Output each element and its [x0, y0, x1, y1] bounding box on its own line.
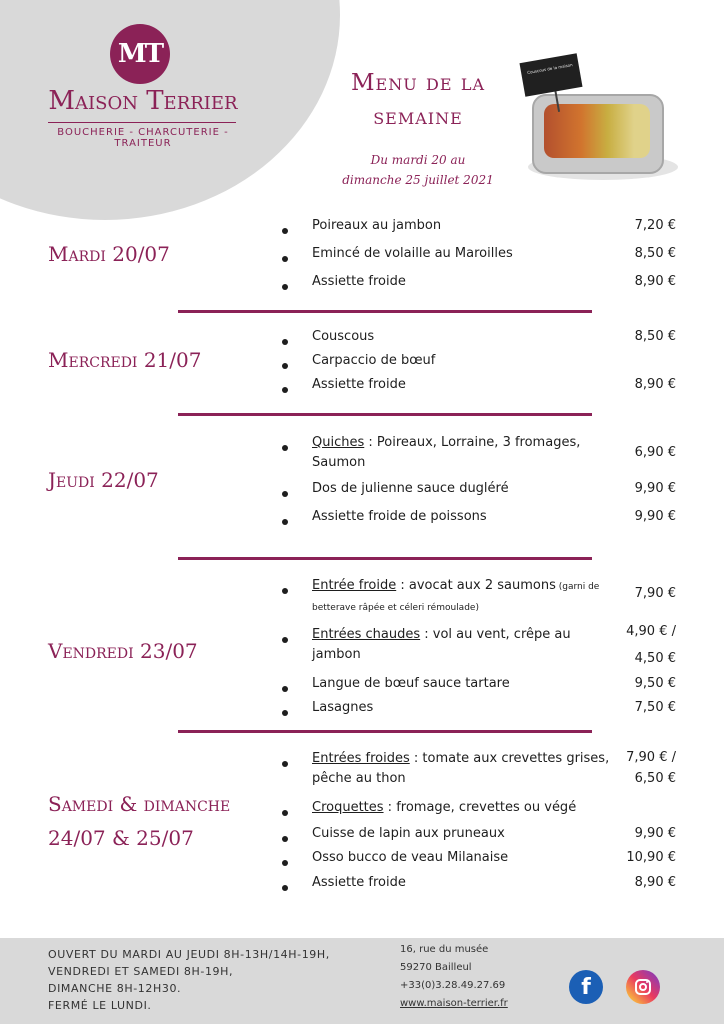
menu-item — [312, 749, 609, 789]
menu-item: Assiette froide — [312, 274, 406, 289]
item-category: Entrées froides — [312, 751, 410, 766]
item-detail: : fromage, crevettes ou végé — [383, 800, 577, 815]
bullet — [282, 445, 288, 451]
menu-item: Dos de julienne sauce dugléré — [312, 481, 509, 496]
menu-item — [312, 433, 580, 473]
menu-price: 6,90 € — [634, 445, 676, 460]
menu-item: Lasagnes — [312, 700, 374, 715]
item-detail: : vol au vent, crêpe au — [420, 627, 571, 642]
menu-price: 9,90 € — [634, 481, 676, 496]
item-category: Entrée froide — [312, 578, 397, 593]
item-category: Quiches — [312, 435, 365, 450]
item-detail: : tomate aux crevettes grises, — [409, 751, 610, 766]
menu-item — [312, 798, 576, 818]
menu-item: Couscous — [312, 329, 375, 344]
bullet — [282, 885, 288, 891]
menu-price-alt: 6,50 € — [634, 771, 676, 786]
item-note-line2: betterave râpée et céleri rémoulade) — [312, 603, 479, 613]
item-detail: : Poireaux, Lorraine, 3 fromages, — [364, 435, 581, 450]
bullet — [282, 519, 288, 525]
bullet — [282, 363, 288, 369]
day-separator — [178, 730, 592, 733]
item-detail: : avocat aux 2 saumons — [396, 578, 556, 593]
menu-item: Emincé de volaille au Maroilles — [312, 246, 513, 261]
menu-price: 7,20 € — [634, 218, 676, 233]
menu-title-line2: semaine — [373, 104, 463, 130]
menu-price: 9,90 € — [634, 509, 676, 524]
street-address: 16, rue du musée — [400, 944, 489, 955]
item-note: (garni de — [555, 582, 600, 592]
menu-dates-line1: Du mardi 20 au — [370, 153, 466, 167]
menu-dates — [318, 150, 518, 190]
menu-price: 8,90 € — [634, 875, 676, 890]
bullet — [282, 810, 288, 816]
menu-title-line1: Menu de la — [350, 70, 486, 96]
bullet — [282, 339, 288, 345]
menu-price-alt: 4,50 € — [634, 651, 676, 666]
chalkboard-sign: Couscous de la maison — [519, 53, 582, 97]
bullet — [282, 228, 288, 234]
bullet — [282, 836, 288, 842]
bullet — [282, 710, 288, 716]
menu-price: 7,90 € — [634, 586, 676, 601]
item-detail-line2: Saumon — [312, 455, 366, 470]
brand-tagline: BOUCHERIE - CHARCUTERIE - TRAITEUR — [57, 127, 229, 149]
logo-badge — [110, 24, 170, 84]
bullet — [282, 387, 288, 393]
item-category: Entrées chaudes — [312, 627, 421, 642]
menu-price: 4,90 € / — [626, 624, 676, 639]
bullet — [282, 256, 288, 262]
bullet — [282, 686, 288, 692]
menu-price: 9,90 € — [634, 826, 676, 841]
instagram-lens — [639, 983, 647, 991]
menu-item: Osso bucco de veau Milanaise — [312, 850, 509, 865]
menu-price: 8,90 € — [634, 274, 676, 289]
facebook-icon[interactable]: f — [569, 970, 603, 1004]
day-title-vendredi: Vendredi 23/07 — [48, 639, 198, 663]
bullet — [282, 761, 288, 767]
bullet — [282, 588, 288, 594]
brand-name: Maison Terrier — [48, 86, 238, 116]
instagram-dot — [646, 981, 648, 983]
menu-dates-line2: dimanche 25 juillet 2021 — [342, 173, 494, 187]
phone-number[interactable]: +33(0)3.28.49.27.69 — [400, 980, 506, 991]
menu-item: Cuisse de lapin aux pruneaux — [312, 826, 505, 841]
day-title-weekend-dates: 24/07 & 25/07 — [48, 826, 194, 850]
brand-divider — [48, 122, 236, 123]
menu-item: Assiette froide — [312, 377, 406, 392]
instagram-icon[interactable] — [626, 970, 660, 1004]
day-separator — [178, 310, 592, 313]
contact-info — [400, 941, 508, 1013]
bullet — [282, 860, 288, 866]
day-title-mardi: Mardi 20/07 — [48, 242, 170, 266]
city: 59270 Bailleul — [400, 962, 472, 973]
menu-price: 7,50 € — [634, 700, 676, 715]
bullet — [282, 637, 288, 643]
opening-hours — [48, 946, 330, 1014]
day-title-jeudi: Jeudi 22/07 — [48, 468, 159, 492]
hours-line: FERMÉ LE LUNDI. — [48, 999, 152, 1012]
dish-photo — [520, 58, 692, 192]
item-detail-line2: pêche au thon — [312, 771, 406, 786]
menu-price: 8,50 € — [634, 246, 676, 261]
menu-title — [318, 66, 518, 134]
bullet — [282, 284, 288, 290]
hours-line: OUVERT DU MARDI AU JEUDI 8H-13H/14H-19H, — [48, 948, 330, 961]
menu-item — [312, 576, 599, 618]
logo-monogram: MT — [117, 39, 163, 69]
menu-price: 7,90 € / — [626, 750, 676, 765]
menu-item — [312, 625, 571, 665]
menu-item: Carpaccio de bœuf — [312, 353, 436, 368]
menu-price: 9,50 € — [634, 676, 676, 691]
website-link[interactable]: www.maison-terrier.fr — [400, 998, 508, 1009]
bullet — [282, 491, 288, 497]
menu-price: 10,90 € — [626, 850, 676, 865]
menu-price: 8,50 € — [634, 329, 676, 344]
hours-line: VENDREDI ET SAMEDI 8H-19H, — [48, 965, 234, 978]
menu-item: Poireaux au jambon — [312, 218, 442, 233]
menu-item: Assiette froide de poissons — [312, 509, 487, 524]
menu-price: 8,90 € — [634, 377, 676, 392]
day-title-weekend: Samedi & dimanche — [48, 792, 231, 816]
menu-item: Assiette froide — [312, 875, 406, 890]
day-separator — [178, 557, 592, 560]
day-separator — [178, 413, 592, 416]
menu-item: Langue de bœuf sauce tartare — [312, 676, 510, 691]
item-detail-line2: jambon — [312, 647, 361, 662]
hours-line: DIMANCHE 8H-12H30. — [48, 982, 182, 995]
day-title-mercredi: Mercredi 21/07 — [48, 348, 202, 372]
food — [544, 104, 650, 158]
item-category: Croquettes — [312, 800, 384, 815]
